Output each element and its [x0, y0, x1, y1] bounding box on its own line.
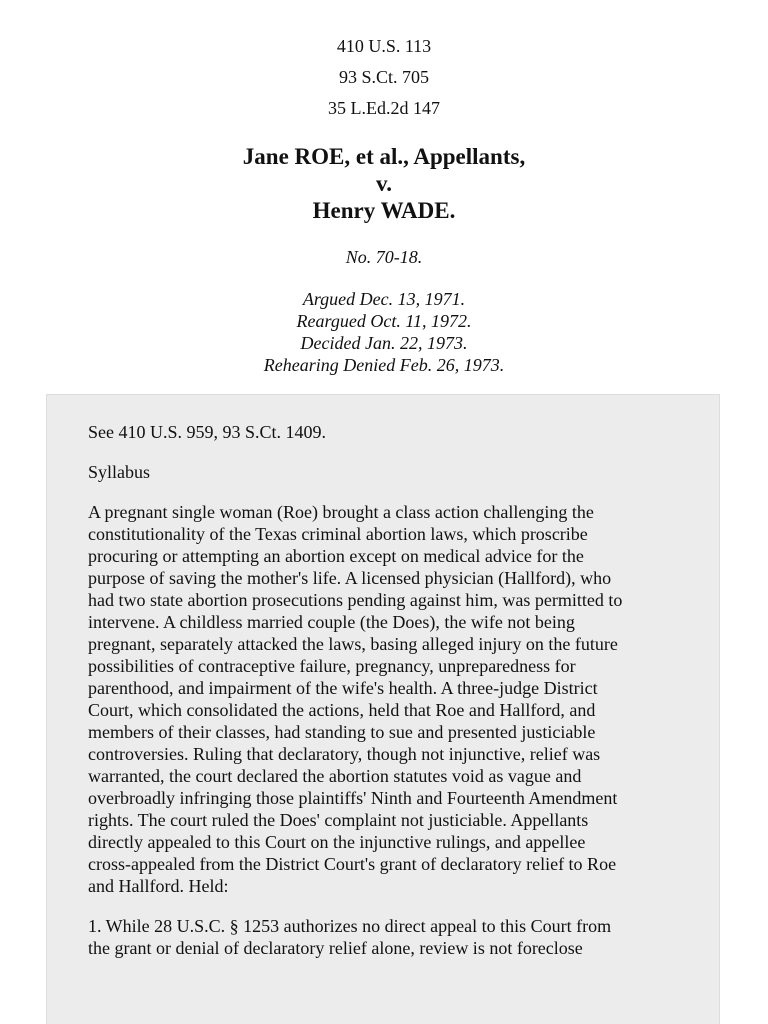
syllabus-panel	[46, 394, 720, 1024]
syllabus-line: Court, which consolidated the actions, held that Roe and Hallford, and	[88, 700, 596, 720]
holding-line: 1. While 28 U.S.C. § 1253 authorizes no direct appeal to this Court from	[88, 916, 612, 936]
procedural-dates	[0, 288, 768, 376]
holding-line: the grant or denial of declaratory relief alone, review is not foreclose	[88, 938, 583, 958]
syllabus-line: pregnant, separately attacked the laws, basing alleged injury on the future	[88, 634, 618, 654]
date-reargued: Reargued Oct. 11, 1972.	[296, 311, 472, 331]
caption-appellants: Jane ROE, et al., Appellants,	[242, 144, 526, 169]
syllabus-line: members of their classes, had standing to sue and presented justiciable	[88, 722, 596, 742]
syllabus-line: parenthood, and impairment of the wife's health. A three-judge District	[88, 678, 598, 698]
citation-lawyers-edition: 35 L.Ed.2d 147	[328, 98, 440, 118]
citation-us-reports: 410 U.S. 113	[336, 36, 432, 56]
syllabus-line: constitutionality of the Texas criminal abortion laws, which proscribe	[88, 524, 588, 544]
syllabus-line: controversies. Ruling that declaratory, though not injunctive, relief was	[88, 744, 601, 764]
syllabus-line: procuring or attempting an abortion except on medical advice for the	[88, 546, 584, 566]
citation-supreme-court-reporter: 93 S.Ct. 705	[338, 67, 430, 87]
holding-paragraph	[88, 915, 688, 959]
caption-appellee: Henry WADE.	[312, 198, 456, 223]
syllabus-line: had two state abortion prosecutions pending against him, was permitted to	[88, 590, 623, 610]
case-caption	[0, 143, 768, 224]
syllabus-line: A pregnant single woman (Roe) brought a class action challenging the	[88, 502, 594, 522]
syllabus-line: warranted, the court declared the abortion statutes void as vague and	[88, 766, 582, 786]
date-rehearing-denied: Rehearing Denied Feb. 26, 1973.	[263, 355, 505, 375]
syllabus-line: overbroadly infringing those plaintiffs' Ninth and Fourteenth Amendment	[88, 788, 618, 808]
syllabus-line: intervene. A childless married couple (the Does), the wife not being	[88, 612, 575, 632]
syllabus-line: possibilities of contraceptive failure, pregnancy, unpreparedness for	[88, 656, 576, 676]
syllabus-paragraph	[88, 501, 688, 897]
syllabus-line: purpose of saving the mother's life. A licensed physician (Hallford), who	[88, 568, 612, 588]
syllabus-line: and Hallford. Held:	[88, 876, 229, 896]
see-also-reference: See 410 U.S. 959, 93 S.Ct. 1409.	[88, 422, 327, 442]
docket-number: No. 70-18.	[345, 247, 423, 267]
caption-versus: v.	[376, 171, 392, 196]
date-decided: Decided Jan. 22, 1973.	[300, 333, 468, 353]
syllabus-line: directly appealed to this Court on the injunctive rulings, and appellee	[88, 832, 586, 852]
syllabus-line: rights. The court ruled the Does' complaint not justiciable. Appellants	[88, 810, 589, 830]
syllabus-content	[88, 421, 688, 977]
syllabus-heading: Syllabus	[88, 462, 151, 482]
syllabus-line: cross-appealed from the District Court's grant of declaratory relief to Roe	[88, 854, 617, 874]
date-argued: Argued Dec. 13, 1971.	[302, 289, 466, 309]
